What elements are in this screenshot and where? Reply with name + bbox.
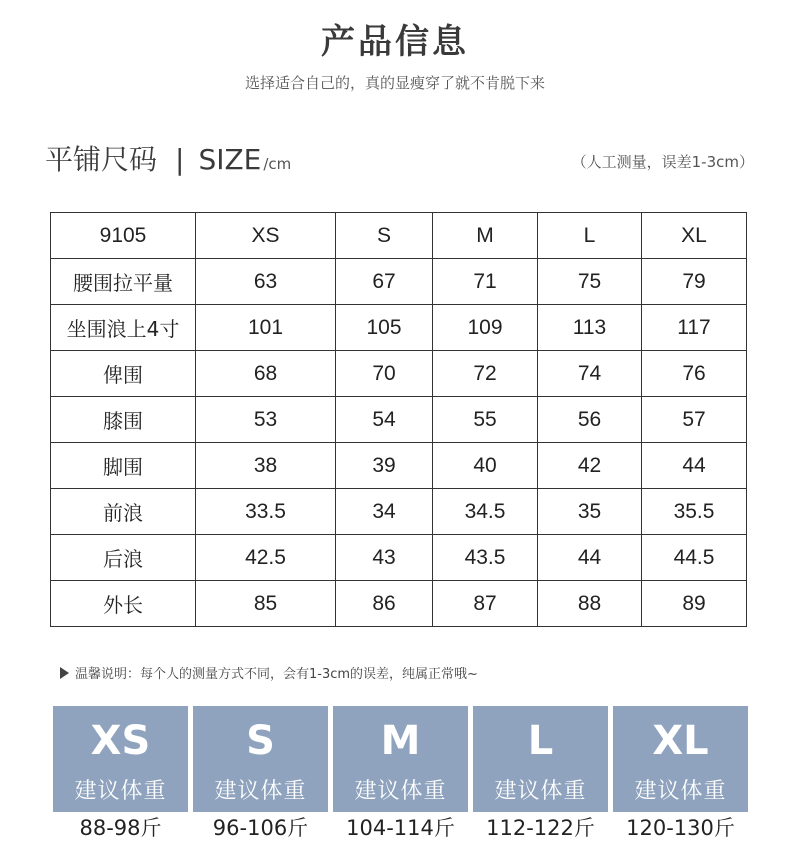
table-cell: 63 [196, 259, 336, 305]
table-cell: 35 [538, 489, 642, 535]
table-cell: 86 [336, 581, 433, 627]
card-size: XS [90, 718, 151, 764]
table-cell: 76 [642, 351, 747, 397]
table-cell: 43 [336, 535, 433, 581]
weight-card-s [193, 706, 328, 844]
row-label: 前浪 [51, 489, 196, 535]
table-cell: 34.5 [433, 489, 538, 535]
table-cell: 70 [336, 351, 433, 397]
table-cell: 34 [336, 489, 433, 535]
page-subtitle: 选择适合自己的，真的显瘦穿了就不肯脱下来 [244, 74, 545, 92]
table-cell: 43.5 [433, 535, 538, 581]
row-label: 俾围 [51, 351, 196, 397]
row-label: 坐围浪上4寸 [51, 305, 196, 351]
table-header-cell: XS [196, 213, 336, 259]
row-label: 后浪 [51, 535, 196, 581]
weight-card-m [333, 706, 468, 844]
weight-card-xs [53, 706, 188, 844]
table-cell: 39 [336, 443, 433, 489]
table-cell: 44 [538, 535, 642, 581]
weight-card-xl [613, 706, 748, 844]
table-cell: 109 [433, 305, 538, 351]
card-size: S [246, 718, 275, 764]
table-cell: 68 [196, 351, 336, 397]
card-weight: 104-114斤 [333, 812, 468, 844]
size-heading-title: 平铺尺码 [45, 143, 158, 176]
row-label: 腰围拉平量 [51, 259, 196, 305]
card-label: 建议体重 [74, 779, 167, 804]
table-cell: 79 [642, 259, 747, 305]
table-header-cell: M [433, 213, 538, 259]
table-row [51, 397, 747, 443]
table-cell: 33.5 [196, 489, 336, 535]
row-label: 外长 [51, 581, 196, 627]
table-cell: 101 [196, 305, 336, 351]
table-cell: 38 [196, 443, 336, 489]
tip-note [60, 663, 478, 682]
card-label: 建议体重 [354, 779, 447, 804]
table-cell: 67 [336, 259, 433, 305]
table-header-cell: XL [642, 213, 747, 259]
card-label: 建议体重 [214, 779, 307, 804]
table-cell: 85 [196, 581, 336, 627]
card-size: XL [652, 718, 709, 764]
table-cell: 56 [538, 397, 642, 443]
table-cell: 72 [433, 351, 538, 397]
tip-text: 温馨说明：每个人的测量方式不同，会有1-3cm的误差，纯属正常哦~ [75, 667, 478, 682]
table-cell: 42 [538, 443, 642, 489]
table-cell: 105 [336, 305, 433, 351]
table-cell: 88 [538, 581, 642, 627]
table-header-cell: S [336, 213, 433, 259]
table-header-row [51, 213, 747, 259]
table-header-cell: L [538, 213, 642, 259]
card-weight: 96-106斤 [193, 812, 328, 844]
card-size: L [527, 718, 554, 764]
size-table [50, 212, 747, 627]
table-cell: 113 [538, 305, 642, 351]
card-label: 建议体重 [494, 779, 587, 804]
table-cell: 89 [642, 581, 747, 627]
table-cell: 74 [538, 351, 642, 397]
table-cell: 71 [433, 259, 538, 305]
table-cell: 54 [336, 397, 433, 443]
card-weight: 120-130斤 [613, 812, 748, 844]
weight-card-l [473, 706, 608, 844]
table-cell: 87 [433, 581, 538, 627]
table-row [51, 305, 747, 351]
table-row [51, 489, 747, 535]
table-cell: 40 [433, 443, 538, 489]
table-cell: 57 [642, 397, 747, 443]
card-label: 建议体重 [634, 779, 727, 804]
table-cell: 55 [433, 397, 538, 443]
card-size: M [380, 718, 421, 764]
size-heading-unit: /cm [263, 155, 292, 173]
table-cell: 117 [642, 305, 747, 351]
size-heading-separator: | [175, 143, 185, 176]
card-weight: 88-98斤 [53, 812, 188, 844]
table-row [51, 259, 747, 305]
play-triangle-icon [60, 667, 69, 679]
table-row [51, 351, 747, 397]
weight-cards [53, 706, 748, 844]
table-row [51, 443, 747, 489]
table-cell: 75 [538, 259, 642, 305]
table-header-cell: 9105 [51, 213, 196, 259]
row-label: 脚围 [51, 443, 196, 489]
card-weight: 112-122斤 [473, 812, 608, 844]
table-cell: 53 [196, 397, 336, 443]
row-label: 膝围 [51, 397, 196, 443]
table-row [51, 535, 747, 581]
page-title: 产品信息 [321, 22, 469, 62]
measurement-note: （人工测量，误差1-3cm） [571, 153, 754, 171]
table-cell: 35.5 [642, 489, 747, 535]
table-cell: 44.5 [642, 535, 747, 581]
table-cell: 42.5 [196, 535, 336, 581]
table-row [51, 581, 747, 627]
size-heading [45, 138, 291, 178]
size-heading-label: SIZE [198, 143, 262, 176]
table-cell: 44 [642, 443, 747, 489]
